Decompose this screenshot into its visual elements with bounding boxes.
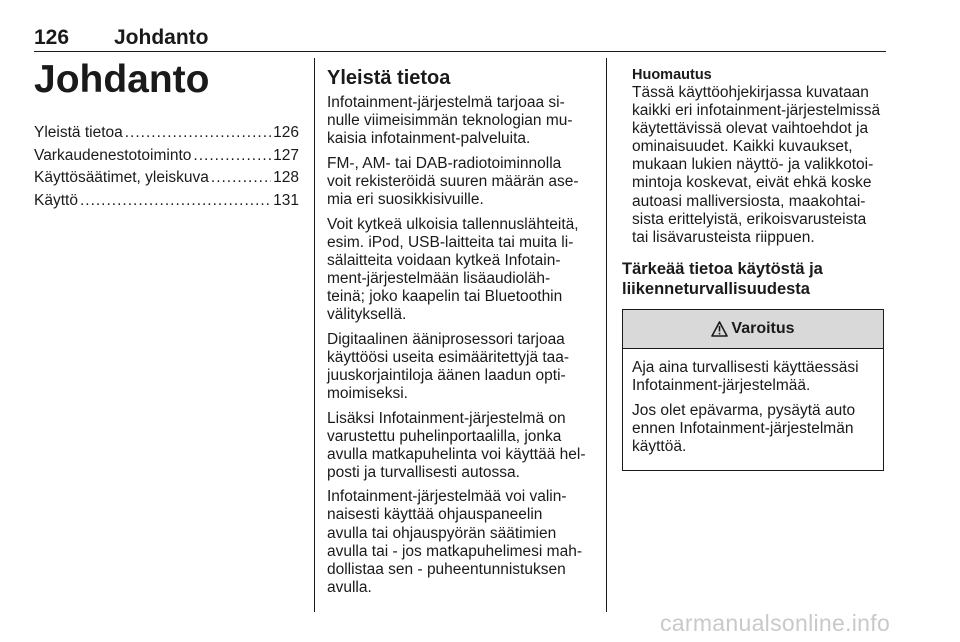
header-rule	[34, 51, 886, 52]
page-header	[34, 26, 886, 52]
toc-entry[interactable]	[34, 145, 299, 168]
toc-entry[interactable]	[34, 190, 299, 213]
running-title: Johdanto	[114, 26, 209, 49]
paragraph: Digitaalinen ääniprosessori tarjoaa käyttöösi useita esimääritettyjä taa- juuskorjaintiloja äänen laadun opti- moimiseksi.	[327, 330, 570, 402]
toc-column	[34, 56, 299, 213]
page-number: 126	[34, 26, 70, 49]
toc-leader-dots	[211, 167, 271, 190]
toc-leader-dots	[80, 190, 271, 213]
toc-leader-dots	[125, 122, 271, 145]
section-heading: Yleistä tietoa	[327, 67, 451, 89]
toc-leader-dots	[193, 145, 271, 168]
general-info-column	[327, 66, 593, 603]
note-text: Tässä käyttöohjekirjassa kuvataan kaikki eri infotainment-järjestelmissä käytettävissä olevat vaihtoehdot ja ominaisuudet. Kaikki kuvaukset, mukaan lukien näyttö- ja valikkotoi- mintoja koskevat, eivät ehkä koske autoasi malliversiosta, maakohtai- sista erittelyistä, erikoisvarusteista tai lisävarusteista riippuen.	[632, 84, 881, 246]
paragraph: FM-, AM- tai DAB-radiotoiminnolla voit rekisteröidä suuren määrän ase- mia eri suosikkisivuille.	[327, 154, 579, 208]
warning-title: Varoitus	[731, 319, 795, 337]
toc-entry[interactable]	[34, 122, 299, 145]
warning-paragraph: Aja aina turvallisesti käyttäessäsi Infotainment-järjestelmää.	[632, 358, 859, 394]
paragraph: Voit kytkeä ulkoisia tallennuslähteitä, esim. iPod, USB-laitteita tai muita li- sälaitteita voidaan kytkeä Infotain- ment-järjestelmään lisäaudioläh- teinä; joko kaapelin tai Bluetoothin välityksellä.	[327, 215, 579, 324]
toc-entry-label: Käyttö	[34, 192, 78, 210]
toc-entry-label: Varkaudenestotoiminto	[34, 146, 192, 164]
chapter-title: Johdanto	[34, 58, 210, 101]
safety-column	[622, 66, 884, 471]
warning-header	[623, 310, 883, 349]
toc-entry-page: 128	[273, 169, 299, 187]
column-divider-1	[314, 58, 315, 612]
watermark: carmanualsonline.info	[660, 610, 891, 636]
warning-body	[623, 349, 883, 470]
safety-subheading: Tärkeää tietoa käytöstä ja liikenneturvallisuudesta	[622, 259, 823, 298]
column-divider-2	[606, 58, 607, 612]
toc-entry-label: Käyttösäätimet, yleiskuva	[34, 169, 209, 187]
toc-entry-page: 126	[273, 124, 299, 141]
toc-entry-page: 127	[273, 146, 299, 164]
paragraph: Infotainment-järjestelmää voi valin- naisesti käyttää ohjauspaneelin avulla tai ohjauspyörän säätimien avulla tai - jos matkapuhelimesi mah- dollistaa sen - puheentunnistuksen avulla.	[327, 488, 582, 596]
note-block	[632, 66, 884, 247]
toc-entry-label: Yleistä tietoa	[34, 124, 123, 141]
toc-entry[interactable]	[34, 167, 299, 190]
note-title: Huomautus	[632, 67, 712, 83]
toc-entry-page: 131	[273, 192, 299, 210]
warning-box	[622, 309, 884, 471]
paragraph: Infotainment-järjestelmä tarjoaa si- nulle viimeisimmän teknologian mu- kaisia infotainment-palveluita.	[327, 94, 573, 148]
paragraph: Lisäksi Infotainment-järjestelmä on varustettu puhelinportaalilla, jonka avulla matkapuhelinta voi käyttää hel- posti ja turvallisesti autossa.	[327, 409, 586, 481]
warning-paragraph: Jos olet epävarma, pysäytä auto ennen Infotainment-järjestelmän käyttöä.	[632, 401, 856, 455]
warning-triangle-icon	[711, 321, 728, 337]
